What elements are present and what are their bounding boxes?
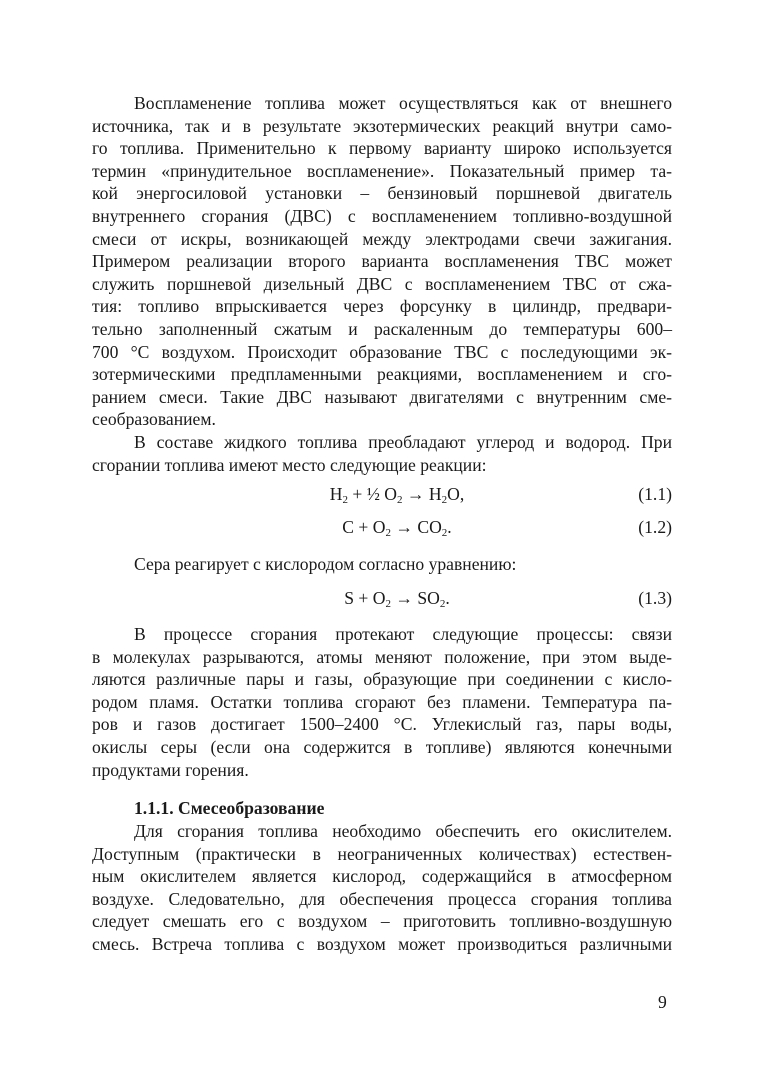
text-line: зотермическими предпламенными реакциями, воспламенением и сго- <box>92 364 672 385</box>
text-line: в молекулах разрываются, атомы меняют положение, при этом выде- <box>92 646 672 667</box>
paragraph-fuel-composition <box>92 431 672 476</box>
text-line: окислы серы (если она содержится в топливе) являются конечными <box>92 736 672 757</box>
paragraph-combustion-process <box>92 623 672 781</box>
equation-expression: $S + O_2 \to SO_2$. <box>344 588 450 610</box>
section-heading: 1.1.1. Смесеобразование <box>134 798 325 818</box>
text-line: сеобразованием. <box>92 409 216 430</box>
equation-1-3 <box>92 586 672 610</box>
text-line: ров и газов достигает 1500–2400 °С. Углекислый газ, пары воды, <box>92 714 672 735</box>
text-line: внутреннего сгорания (ДВС) с воспламенением топливно-воздушной <box>92 205 672 226</box>
text-line: Для сгорания топлива необходимо обеспечить его окислителем. <box>134 821 672 841</box>
text-line: ранием смеси. Такие ДВС называют двигателями с внутренним сме- <box>92 386 672 407</box>
text-line: кой энергосиловой установки – бензиновый поршневой двигатель <box>92 183 672 204</box>
text-line: Доступным (практически в неограниченных количествах) естествен- <box>92 843 672 864</box>
equation-number: (1.2) <box>638 517 672 537</box>
equation-number: (1.3) <box>638 588 672 608</box>
paragraph-body <box>92 553 672 576</box>
text-line: смесь. Встреча топлива с воздухом может производиться различными <box>92 933 672 954</box>
equation-1-1 <box>92 482 672 506</box>
paragraph-body <box>92 623 672 781</box>
paragraph-mixture-formation <box>92 820 672 956</box>
text-line: продуктами горения. <box>92 759 249 780</box>
equation-expression: $H_2$ + ½ $O_2 \to H_2O$, <box>329 484 465 506</box>
text-line: Примером реализации второго варианта воспламенения ТВС может <box>92 251 672 272</box>
paragraph-body <box>92 820 672 956</box>
text-line: ным окислителем является кислород, содержащийся в атмосферном <box>92 866 672 887</box>
text-line: сгорании топлива имеют место следующие реакции: <box>92 454 487 475</box>
paragraph-body <box>92 431 672 476</box>
text-line: тельно заполненный сжатым и раскаленным до температуры 600– <box>92 318 672 339</box>
text-line: го топлива. Применительно к первому варианту широко используется <box>92 138 672 159</box>
text-line: источника, так и в результате экзотермических реакций внутри само- <box>92 115 672 136</box>
text-line: В составе жидкого топлива преобладают углерод и водород. При <box>134 432 672 452</box>
paragraph-body <box>92 92 672 431</box>
page-number: 9 <box>658 992 667 1012</box>
text-line: термин «принудительное воспламенение». Показательный пример та- <box>92 160 672 181</box>
text-line: тия: топливо впрыскивается через форсунку в цилиндр, предвари- <box>92 296 672 317</box>
paragraph-ignition <box>92 92 672 431</box>
text-line: родом пламя. Остатки топлива сгорают без пламени. Температура па- <box>92 691 672 712</box>
paragraph-sulfur <box>92 553 672 576</box>
text-line: ляются различные пары и газы, образующие при соединении с кисло- <box>92 669 672 690</box>
text-line: Воспламенение топлива может осуществляться как от внешнего <box>134 93 672 113</box>
text-line: Сера реагирует с кислородом согласно уравнению: <box>134 554 517 574</box>
text-line: воздухе. Следовательно, для обеспечения процесса сгорания топлива <box>92 888 672 909</box>
text-line: служить поршневой дизельный ДВС с воспламенением ТВС от сжа- <box>92 273 672 294</box>
text-line: следует смешать его с воздухом – приготовить топливно-воздушную <box>92 911 672 932</box>
text-line: В процессе сгорания протекают следующие процессы: связи <box>134 624 672 644</box>
equation-number: (1.1) <box>638 484 672 504</box>
text-line: 700 °С воздухом. Происходит образование ТВС с последующими эк- <box>92 341 672 362</box>
equation-1-2 <box>92 515 672 539</box>
text-line: смеси от искры, возникающей между электродами свечи зажигания. <box>92 228 672 249</box>
equation-expression: $C + O_2 \to CO_2$. <box>342 517 452 539</box>
